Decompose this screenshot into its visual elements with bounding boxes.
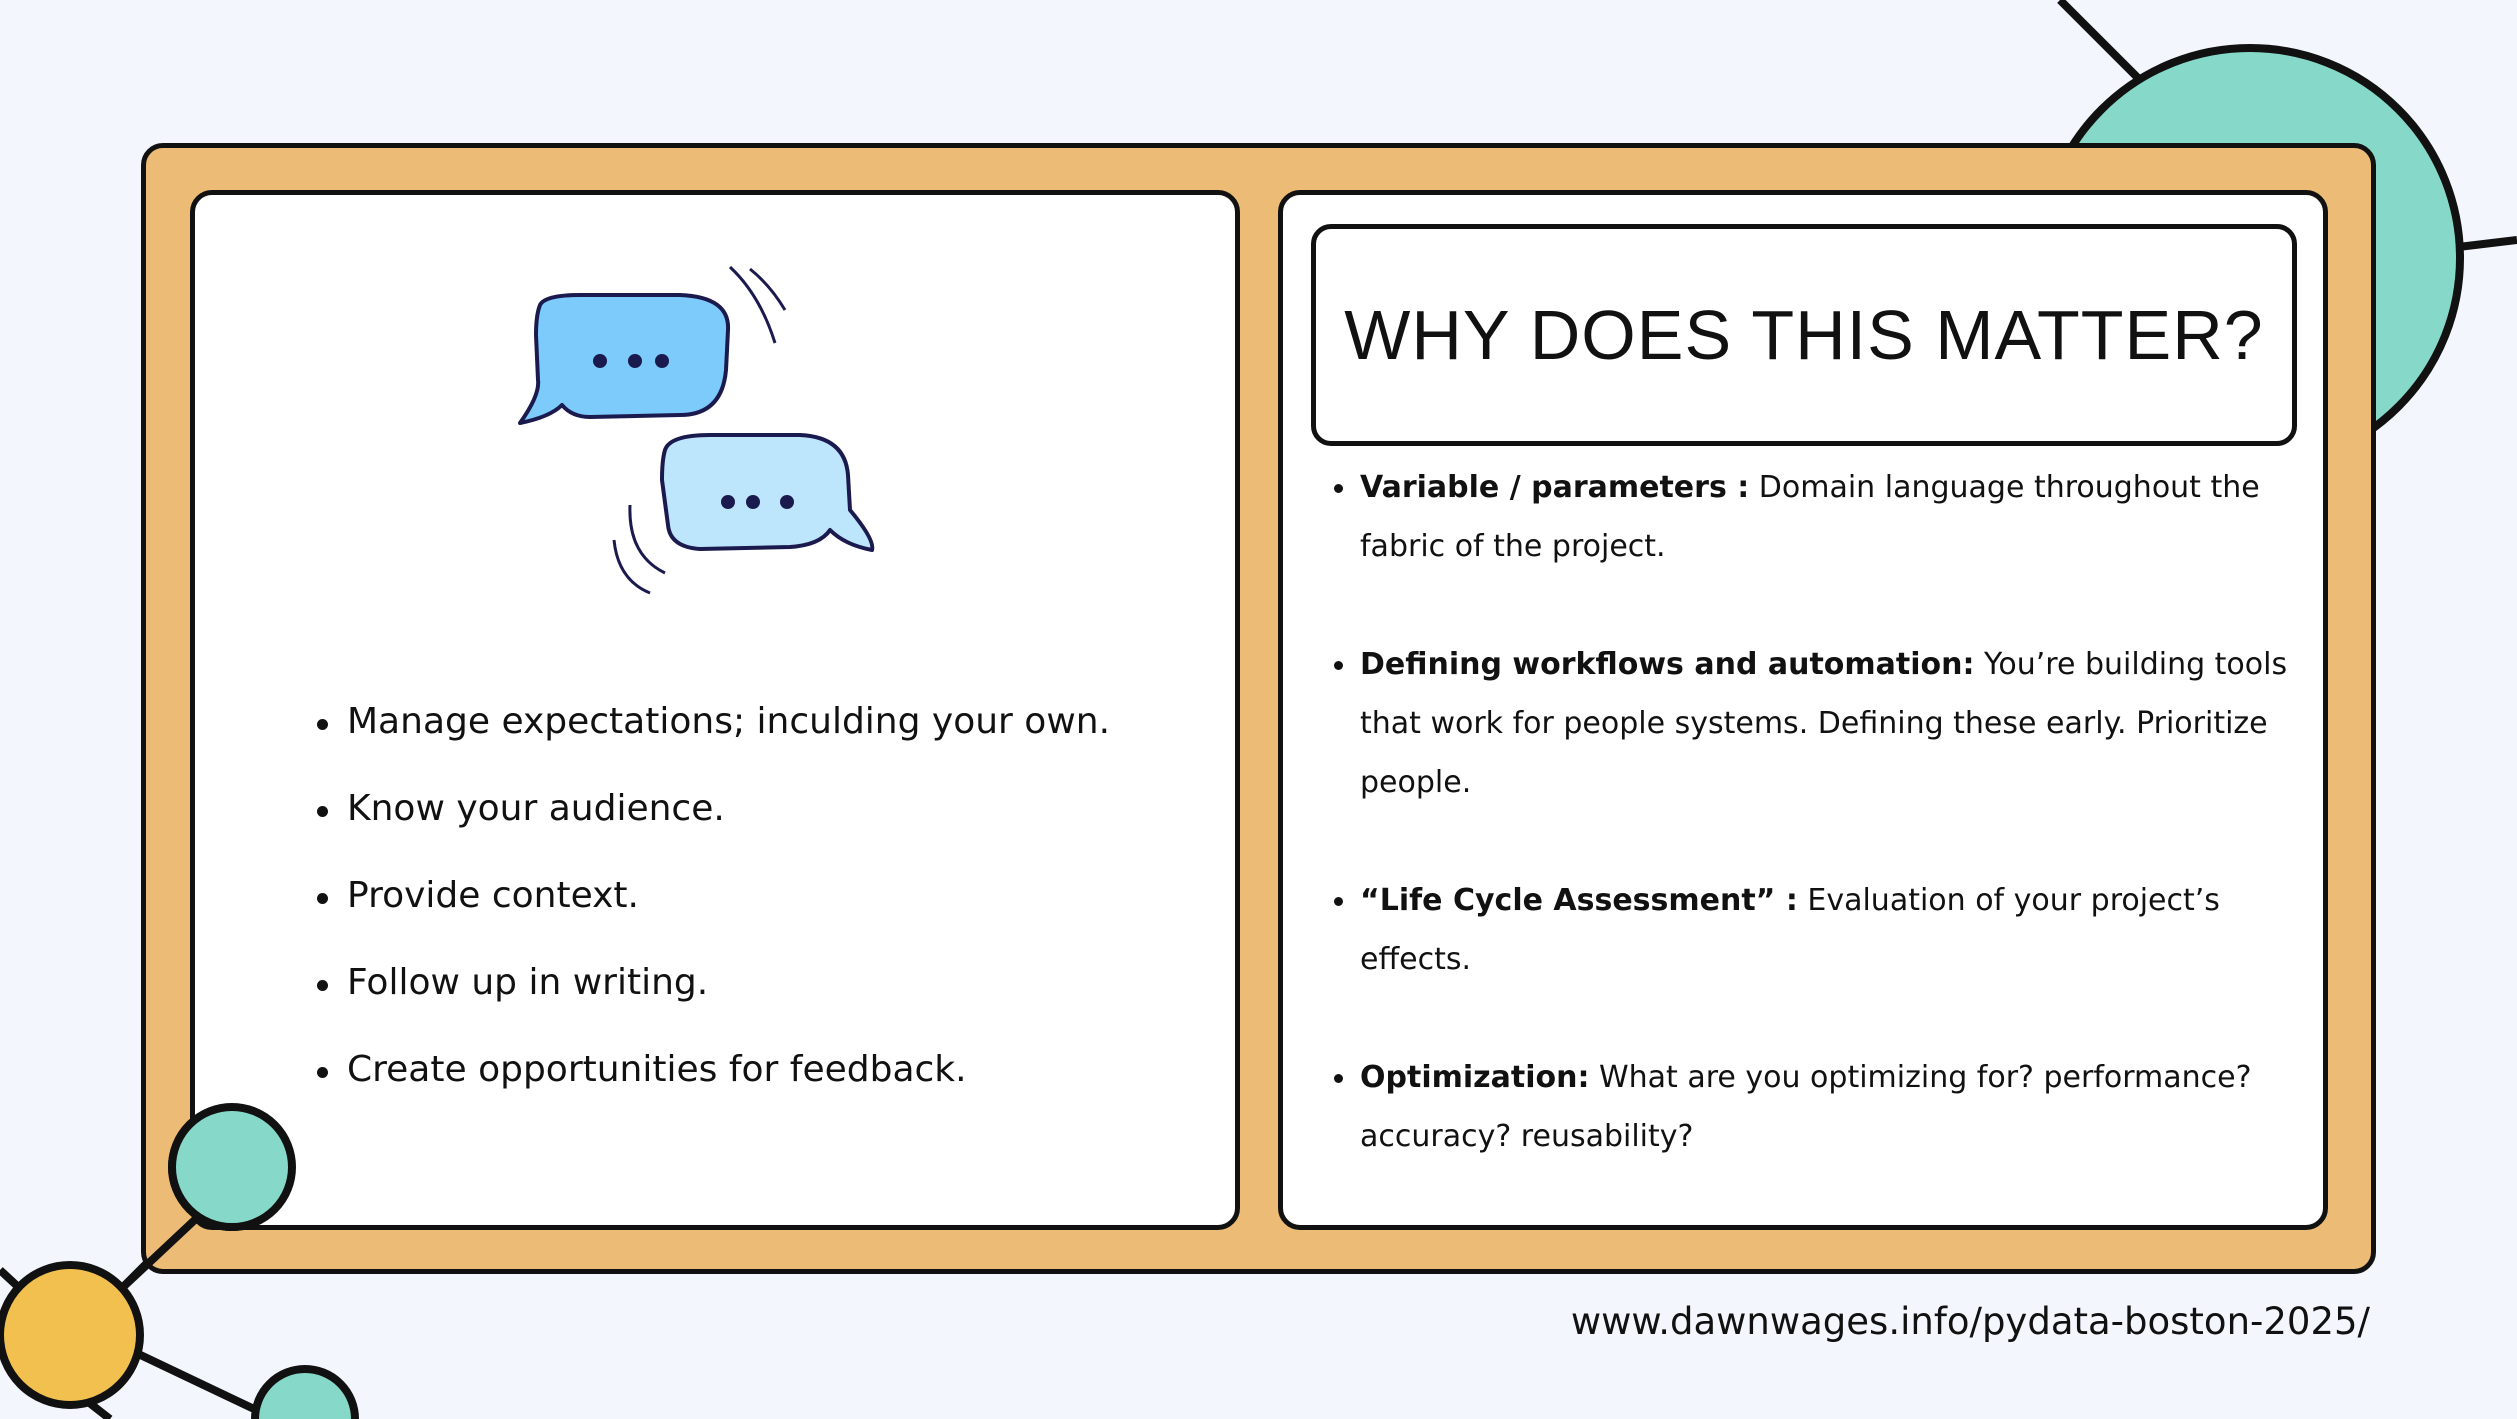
list-item-text: You’re building tools that work for people systems. Defining these early. Prioritize people. <box>1360 647 2288 800</box>
list-item: Know your audience. <box>315 787 1195 831</box>
list-item <box>1330 1048 2290 1166</box>
list-item: Manage expectations; inculding your own. <box>315 700 1195 744</box>
list-item-term: Variable / parameters : <box>1360 470 1750 505</box>
list-item-text: Evaluation of your project’s effects. <box>1360 883 2220 977</box>
list-item <box>1330 871 2290 989</box>
list-item-text: What are you optimizing for? performance? accuracy? reusability? <box>1360 1060 2252 1154</box>
list-item <box>1330 458 2290 576</box>
list-item-term: Defining workflows and automation: <box>1360 647 1975 682</box>
left-bullet-list <box>315 700 1195 1135</box>
list-item <box>1330 635 2290 812</box>
list-item: Provide context. <box>315 874 1195 918</box>
footer-url: www.dawnwages.info/pydata-boston-2025/ <box>1570 1300 2370 1343</box>
list-item: Create opportunities for feedback. <box>315 1048 1195 1092</box>
right-bullet-list <box>1330 458 2290 1225</box>
title-box <box>1311 224 2297 446</box>
chat-bubbles-icon <box>500 255 900 615</box>
list-item: Follow up in writing. <box>315 961 1195 1005</box>
list-item-term: Optimization: <box>1360 1060 1590 1095</box>
list-item-text: Domain language throughout the fabric of the project. <box>1360 470 2260 564</box>
list-item-term: “Life Cycle Assessment” : <box>1360 883 1798 918</box>
page-title: WHY DOES THIS MATTER? <box>1344 296 2264 374</box>
